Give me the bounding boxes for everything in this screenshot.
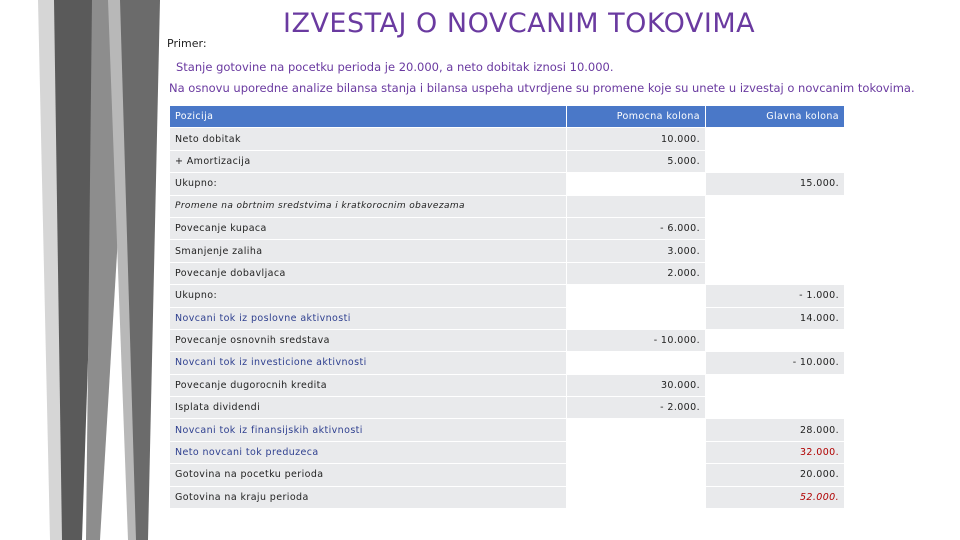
row-label: Promene na obrtnim sredstvima i kratkorocnim obavezama: [170, 195, 567, 217]
row-label: Ukupno:: [170, 173, 567, 195]
row-label: Ukupno:: [170, 285, 567, 307]
row-main: - 10.000.: [706, 352, 845, 374]
table-row: [170, 464, 845, 486]
row-main: 14.000.: [706, 307, 845, 329]
table-row: [170, 195, 845, 217]
page-title: IZVESTAJ O NOVCANIM TOKOVIMA: [283, 8, 756, 39]
row-label: Isplata dividendi: [170, 397, 567, 419]
row-aux: 30.000.: [567, 374, 706, 396]
row-aux: [567, 195, 706, 217]
row-main: [706, 329, 845, 351]
header-pozicija: Pozicija: [170, 106, 567, 128]
decorative-stripes: [0, 0, 175, 540]
row-main: - 1.000.: [706, 285, 845, 307]
table-row: [170, 419, 845, 441]
row-label: Povecanje kupaca: [170, 217, 567, 239]
row-main: [706, 128, 845, 150]
table-row: [170, 262, 845, 284]
table-row: [170, 307, 845, 329]
row-main: [706, 195, 845, 217]
row-label: Novcani tok iz finansijskih aktivnosti: [170, 419, 567, 441]
row-main: 32.000.: [706, 441, 845, 463]
row-label: Novcani tok iz investicione aktivnosti: [170, 352, 567, 374]
table-row: [170, 173, 845, 195]
row-aux: - 6.000.: [567, 217, 706, 239]
row-label: Neto novcani tok preduzeca: [170, 441, 567, 463]
table-row: [170, 285, 845, 307]
row-aux: [567, 486, 706, 508]
table-header-row: [170, 106, 845, 128]
row-aux: 10.000.: [567, 128, 706, 150]
row-aux: [567, 285, 706, 307]
row-main: [706, 397, 845, 419]
row-aux: [567, 173, 706, 195]
row-label: Povecanje dobavljaca: [170, 262, 567, 284]
header-pomocna: Pomocna kolona: [567, 106, 706, 128]
row-label: Povecanje osnovnih sredstava: [170, 329, 567, 351]
table-row: [170, 397, 845, 419]
row-label: Neto dobitak: [170, 128, 567, 150]
intro-line-1: Stanje gotovine na pocetku perioda je 20.000, a neto dobitak iznosi 10.000.: [176, 60, 614, 74]
intro-line-2: Na osnovu uporedne analize bilansa stanja i bilansa uspeha utvrdjene su promene koje su unete u izvestaj o novcanim tokovima.: [169, 81, 915, 95]
row-aux: [567, 419, 706, 441]
row-aux: - 2.000.: [567, 397, 706, 419]
row-main: 52.000.: [706, 486, 845, 508]
table-row: [170, 217, 845, 239]
row-aux: [567, 464, 706, 486]
primer-label: Primer:: [167, 37, 207, 50]
row-aux: [567, 307, 706, 329]
table-row: [170, 374, 845, 396]
row-label: Gotovina na pocetku perioda: [170, 464, 567, 486]
row-aux: 2.000.: [567, 262, 706, 284]
row-label: + Amortizacija: [170, 150, 567, 172]
row-main: [706, 374, 845, 396]
table-row: [170, 128, 845, 150]
row-aux: [567, 441, 706, 463]
table-row: [170, 441, 845, 463]
row-label: Gotovina na kraju perioda: [170, 486, 567, 508]
row-main: [706, 150, 845, 172]
cash-flow-table: [169, 105, 845, 509]
row-main: 20.000.: [706, 464, 845, 486]
row-aux: 5.000.: [567, 150, 706, 172]
header-glavna: Glavna kolona: [706, 106, 845, 128]
row-main: [706, 240, 845, 262]
row-main: [706, 217, 845, 239]
row-label: Smanjenje zaliha: [170, 240, 567, 262]
row-aux: - 10.000.: [567, 329, 706, 351]
row-main: 15.000.: [706, 173, 845, 195]
row-main: 28.000.: [706, 419, 845, 441]
row-aux: 3.000.: [567, 240, 706, 262]
row-label: Novcani tok iz poslovne aktivnosti: [170, 307, 567, 329]
table-row: [170, 329, 845, 351]
row-aux: [567, 352, 706, 374]
row-main: [706, 262, 845, 284]
table-row: [170, 352, 845, 374]
row-label: Povecanje dugorocnih kredita: [170, 374, 567, 396]
table-row: [170, 486, 845, 508]
table-row: [170, 150, 845, 172]
table-row: [170, 240, 845, 262]
